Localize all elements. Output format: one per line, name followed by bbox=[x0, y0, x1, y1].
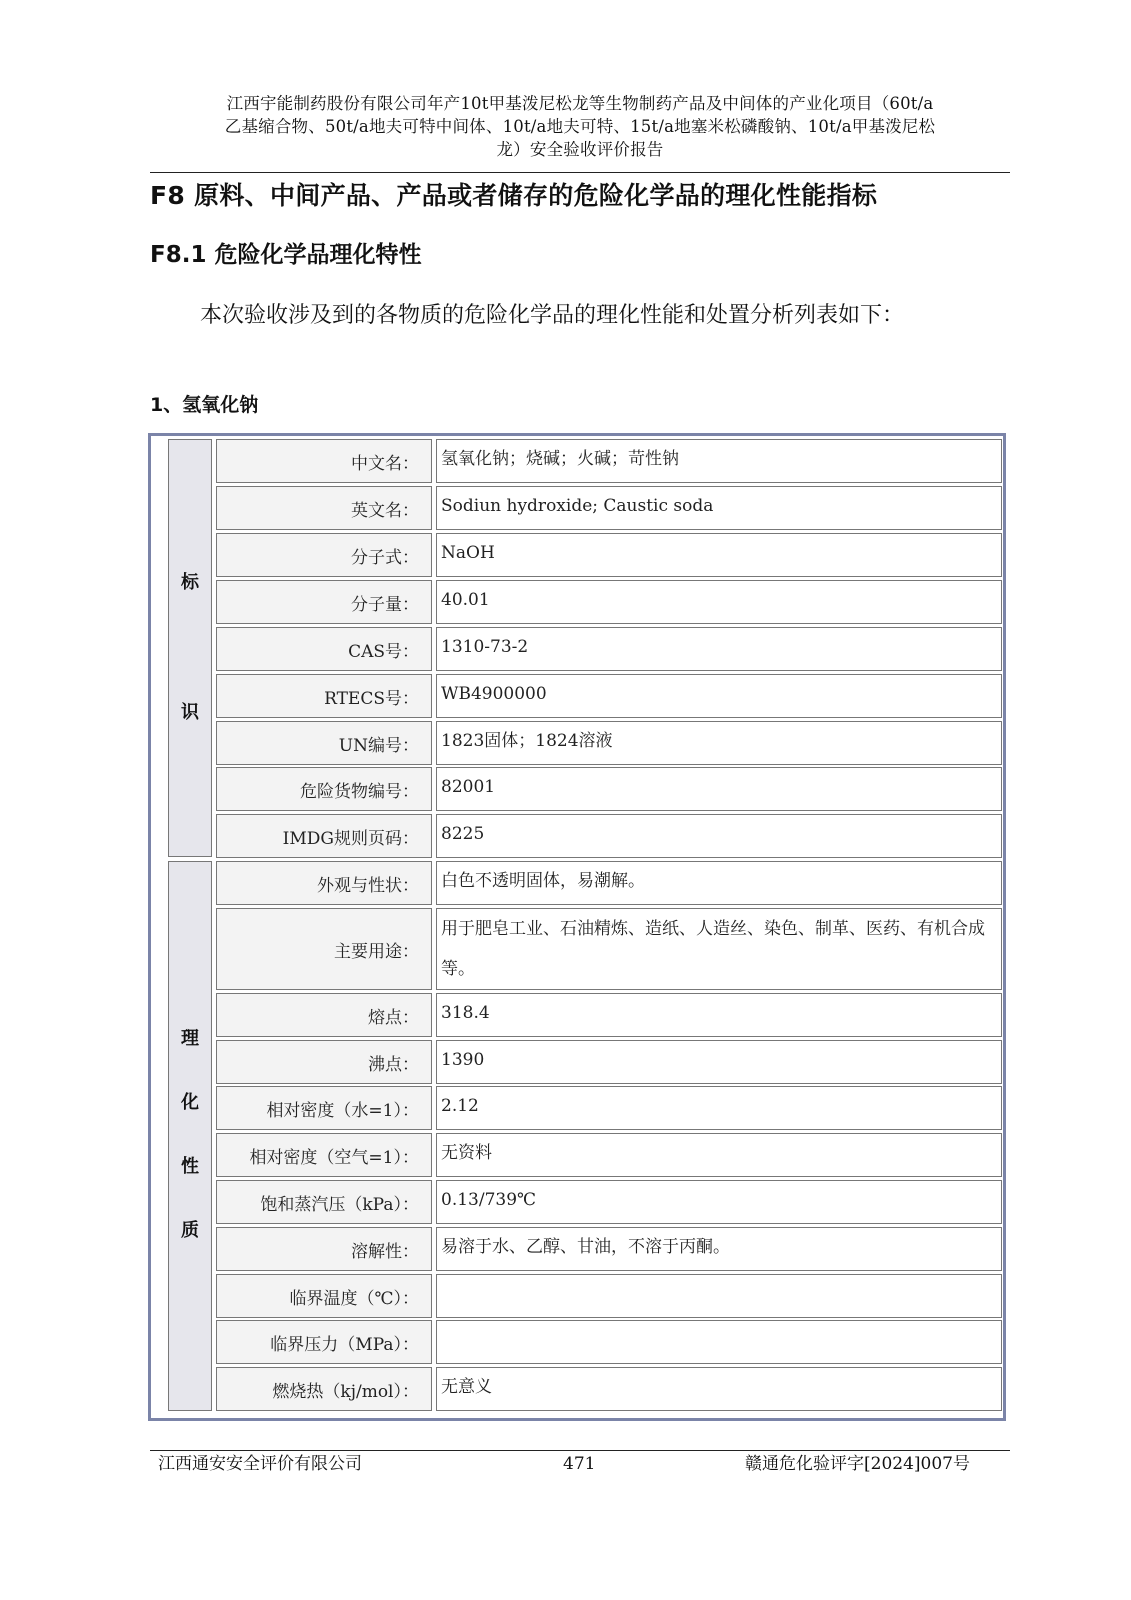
row-value: 1390 bbox=[436, 1040, 1002, 1084]
row-label: UN编号： bbox=[216, 721, 432, 765]
row-value: 易溶于水、乙醇、甘油，不溶于丙酮。 bbox=[436, 1227, 1002, 1271]
row-value: 0.13/739℃ bbox=[436, 1180, 1002, 1224]
row-value: Sodiun hydroxide; Caustic soda bbox=[436, 486, 1002, 530]
row-label: 外观与性状： bbox=[216, 861, 432, 905]
row-value: 无资料 bbox=[436, 1133, 1002, 1177]
row-value: 318.4 bbox=[436, 993, 1002, 1037]
row-label: 饱和蒸汽压（kPa）： bbox=[216, 1180, 432, 1224]
row-label: RTECS号： bbox=[216, 674, 432, 718]
row-label: 相对密度（水=1）： bbox=[216, 1086, 432, 1130]
row-value: 40.01 bbox=[436, 580, 1002, 624]
row-label: IMDG规则页码： bbox=[216, 814, 432, 858]
category-char: 识 bbox=[181, 702, 199, 723]
row-value: NaOH bbox=[436, 533, 1002, 577]
row-value: 82001 bbox=[436, 767, 1002, 811]
header-line-3: 龙）安全验收评价报告 bbox=[496, 140, 664, 159]
row-label: 沸点： bbox=[216, 1040, 432, 1084]
footer-doc-number: 赣通危化验评字[2024]007号 bbox=[745, 1454, 970, 1474]
row-label: 危险货物编号： bbox=[216, 767, 432, 811]
header-divider bbox=[150, 172, 1010, 173]
row-label: 熔点： bbox=[216, 993, 432, 1037]
row-label: 相对密度（空气=1）： bbox=[216, 1133, 432, 1177]
row-value: WB4900000 bbox=[436, 674, 1002, 718]
footer-company: 江西通安安全评价有限公司 bbox=[158, 1454, 362, 1474]
row-label: CAS号： bbox=[216, 627, 432, 671]
row-label: 临界温度（℃）： bbox=[216, 1274, 432, 1318]
category-identification bbox=[168, 439, 212, 857]
row-value: 1823固体；1824溶液 bbox=[436, 721, 1002, 765]
category-char: 性 bbox=[181, 1156, 199, 1177]
header-line-1: 江西宇能制药股份有限公司年产10t甲基泼尼松龙等生物制药产品及中间体的产业化项目（60t/a bbox=[226, 94, 934, 113]
row-label: 分子量： bbox=[216, 580, 432, 624]
row-value: 8225 bbox=[436, 814, 1002, 858]
row-value: 2.12 bbox=[436, 1086, 1002, 1130]
row-value bbox=[436, 1274, 1002, 1318]
category-char: 质 bbox=[181, 1220, 199, 1241]
footer-divider bbox=[150, 1450, 1010, 1451]
row-label: 英文名： bbox=[216, 486, 432, 530]
page-number: 471 bbox=[563, 1454, 596, 1474]
intro-paragraph: 本次验收涉及到的各物质的危险化学品的理化性能和处置分析列表如下： bbox=[200, 303, 905, 328]
row-label: 主要用途： bbox=[216, 908, 432, 990]
row-label: 燃烧热（kj/mol）： bbox=[216, 1367, 432, 1411]
row-label: 中文名： bbox=[216, 439, 432, 483]
row-label: 临界压力（MPa）： bbox=[216, 1320, 432, 1364]
section-title: F8 原料、中间产品、产品或者储存的危险化学品的理化性能指标 bbox=[150, 181, 878, 210]
category-physchem bbox=[168, 861, 212, 1411]
header-line-2: 乙基缩合物、50t/a地夫可特中间体、10t/a地夫可特、15t/a地塞米松磷酸钠、10t/a甲基泼尼松 bbox=[224, 117, 936, 136]
row-label: 溶解性： bbox=[216, 1227, 432, 1271]
row-value: 用于肥皂工业、石油精炼、造纸、人造丝、染色、制革、医药、有机合成等。 bbox=[436, 908, 1002, 990]
category-char: 标 bbox=[181, 572, 199, 593]
substance-heading: 1、氢氧化钠 bbox=[150, 394, 259, 416]
row-value bbox=[436, 1320, 1002, 1364]
category-char: 理 bbox=[181, 1028, 199, 1049]
row-value: 无意义 bbox=[436, 1367, 1002, 1411]
row-value: 氢氧化钠；烧碱；火碱；苛性钠 bbox=[436, 439, 1002, 483]
category-char: 化 bbox=[181, 1092, 199, 1113]
row-label: 分子式： bbox=[216, 533, 432, 577]
running-header bbox=[150, 92, 1010, 161]
subsection-title: F8.1 危险化学品理化特性 bbox=[150, 242, 422, 268]
row-value: 1310-73-2 bbox=[436, 627, 1002, 671]
row-value: 白色不透明固体，易潮解。 bbox=[436, 861, 1002, 905]
